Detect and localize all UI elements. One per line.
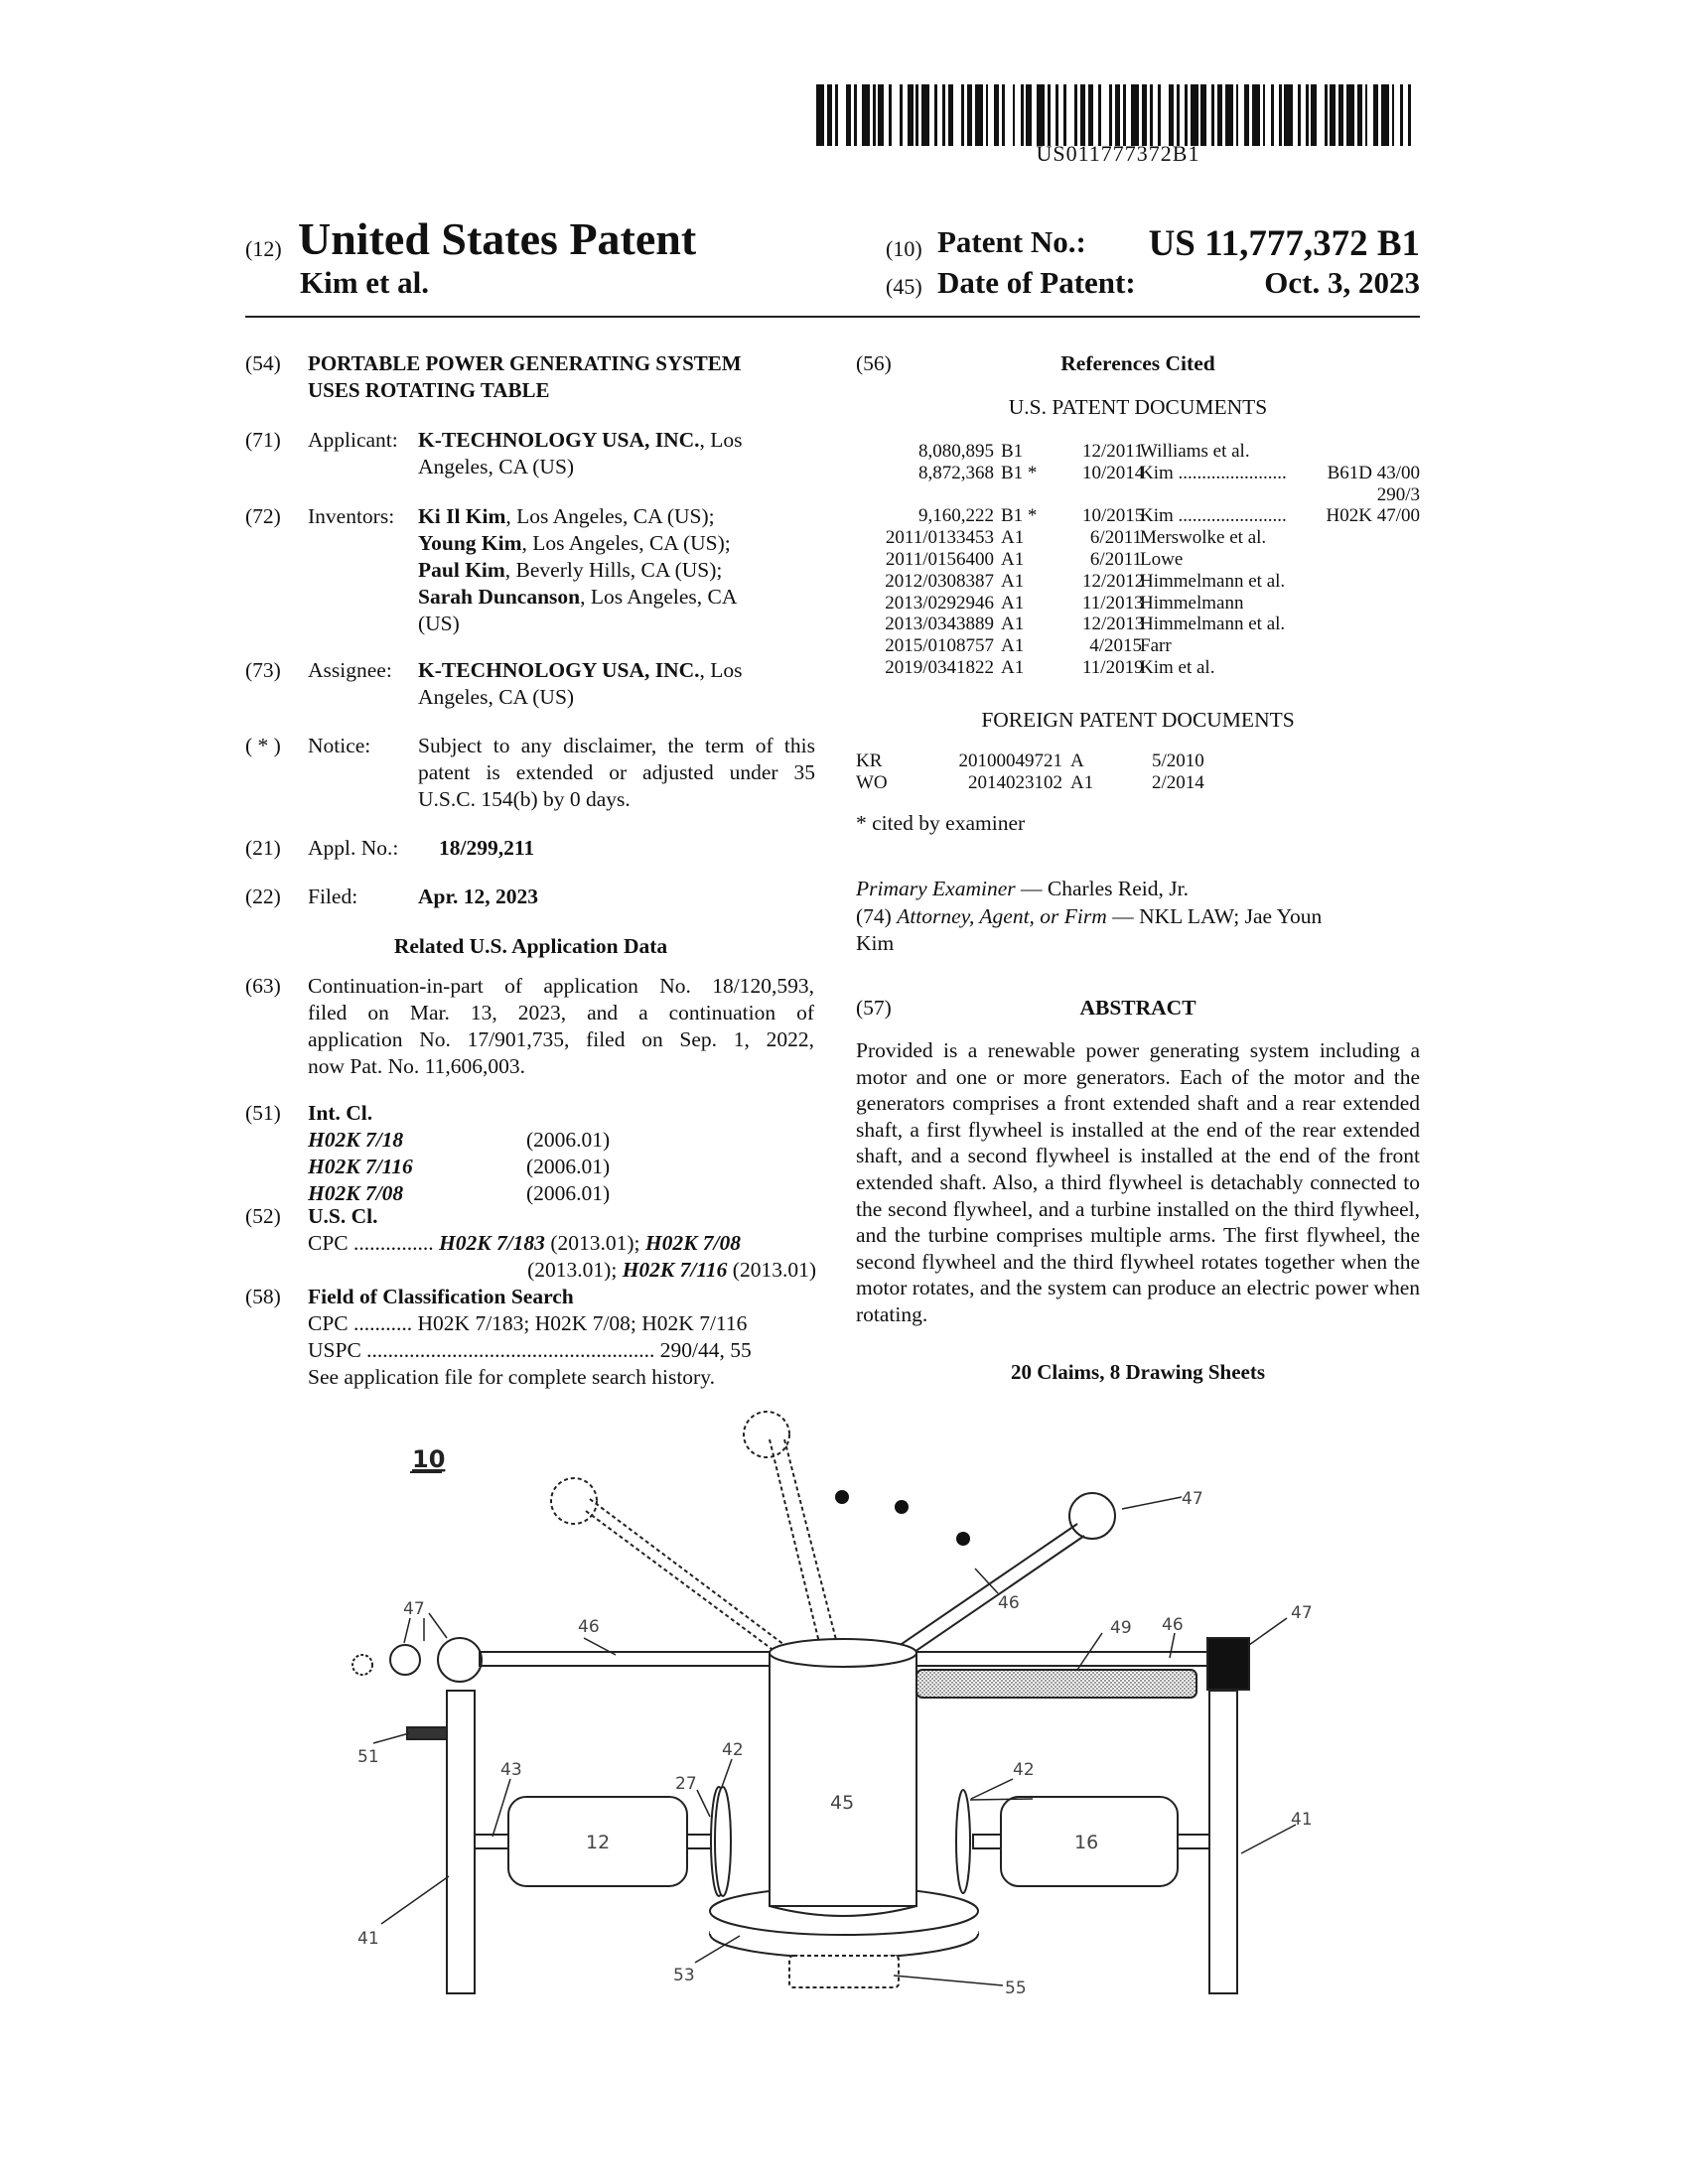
code-58: (58): [245, 1285, 281, 1308]
int-cl-version: (2006.01): [526, 1155, 611, 1178]
cited-note: * cited by examiner: [856, 811, 1026, 835]
inventor-name: Paul Kim: [418, 558, 505, 582]
code-21: (21): [245, 836, 281, 860]
barcode-space: [953, 84, 961, 146]
ref-name: Kim et al.: [1140, 657, 1215, 678]
claims-summary: 20 Claims, 8 Drawing Sheets: [1010, 1360, 1266, 1384]
ref-date: 6/2011: [1089, 527, 1142, 549]
inventor-name: Young Kim: [418, 531, 522, 555]
cylinder-45: [770, 1653, 916, 1906]
shaft: [1177, 1835, 1209, 1848]
arm-weight: [1069, 1493, 1115, 1539]
inventor-name: Sarah Duncanson: [418, 585, 581, 609]
code-57: (57): [856, 996, 892, 1020]
ref-class: B61D 43/00: [1327, 462, 1420, 483]
int-cl-class: H02K 7/08: [308, 1181, 404, 1205]
inventor-location: , Los Angeles, CA: [580, 585, 738, 609]
barcode-bar: [1381, 84, 1389, 146]
examiner-name: — Charles Reid, Jr.: [1015, 877, 1189, 900]
examiner-label: Primary Examiner: [856, 877, 1016, 900]
inventor-location: , Beverly Hills, CA (US);: [504, 558, 723, 582]
ref-date: 10/2014: [1082, 462, 1145, 483]
code-74: (74): [856, 904, 898, 928]
continuation-line: application No. 17/901,735, filed on Sep. 1, 2022,: [308, 1027, 814, 1051]
barcode-bar: [1131, 84, 1139, 146]
numeral-55: 55: [1005, 1979, 1027, 1998]
continuation-text: [308, 973, 814, 1080]
notice-line: U.S.C. 154(b) by 0 days.: [418, 787, 631, 811]
numeral-47: 47: [403, 1599, 425, 1619]
int-cl-list: [308, 1127, 611, 1207]
code-notice: ( * ): [245, 734, 281, 757]
barcode-bar: [1037, 84, 1045, 146]
ref-name: Merswolke et al.: [1140, 527, 1267, 549]
ref-class: 290/3: [1376, 483, 1420, 505]
barcode-space: [1066, 84, 1074, 146]
ref-number: 2013/0292946: [885, 592, 994, 614]
barcode-space: [838, 84, 846, 146]
barcode-space: [892, 84, 900, 146]
shaft: [475, 1835, 509, 1848]
code-72: (72): [245, 504, 281, 528]
ref-kind: A1: [1001, 635, 1025, 657]
barcode-bar: [1191, 84, 1198, 146]
ref-kind: A1: [1001, 592, 1025, 614]
patent-number: US 11,777,372 B1: [1148, 223, 1420, 264]
representative-drawing: [0, 1410, 1688, 2005]
code-12: (12): [245, 236, 282, 261]
rotation-dot: [895, 1500, 909, 1514]
cpc-year: (2013.01): [727, 1258, 816, 1282]
numeral-42: 42: [722, 1740, 744, 1760]
inventors-short: Kim et al.: [300, 265, 429, 300]
barcode: [816, 84, 1420, 146]
applicant-value: [418, 427, 815, 480]
barcode-space: [1101, 84, 1109, 146]
code-51: (51): [245, 1101, 281, 1125]
notice-line: patent is extended or adjusted under 35: [418, 760, 815, 784]
field-search-note: See application file for complete search history.: [308, 1365, 715, 1389]
ref-kind: A1: [1001, 527, 1025, 549]
ref-name: Williams et al.: [1140, 441, 1250, 462]
inventors-label: Inventors:: [308, 504, 395, 528]
abstract-text: Provided is a renewable power generating system including a motor and one or more generators. Each of the motor and the generators comprises a front extended shaft and a rear extended shaft, a first flywheel is installed at the end of the rear extended shaft, and a second flywheel is installed at the end of the front extended shaft. Also, a third flywheel is detachably connected to the second flywheel, and a turbine installed on the third flywheel, and the turbine comprises multiple arms. The first flywheel, the second flywheel and the third flywheel rotates together when the motor rotates, and the system can produce an electric power when rotating.: [856, 1038, 1420, 1326]
foreign-docs-title: FOREIGN PATENT DOCUMENTS: [981, 708, 1295, 732]
field-of-search: [308, 1284, 816, 1391]
ref-date: 12/2012: [1082, 570, 1145, 592]
cpc-year: (2013.01);: [527, 1258, 623, 1282]
ref-name: Kim .......................: [1140, 505, 1287, 527]
barcode-space: [1317, 84, 1325, 146]
patent-date: Oct. 3, 2023: [1264, 265, 1420, 300]
attorney-name: — NKL LAW; Jae Youn: [1106, 904, 1323, 928]
barcode-bar: [862, 84, 870, 146]
inventor-location: , Los Angeles, CA (US);: [505, 504, 715, 528]
barcode-bar: [921, 84, 929, 146]
ref-date: 12/2011: [1082, 441, 1144, 462]
numeral-12: 12: [586, 1832, 611, 1853]
attorney-name-cont: Kim: [856, 931, 895, 955]
shaft: [973, 1835, 1003, 1848]
ref-number: 2019/0341822: [885, 657, 994, 678]
shaft: [685, 1835, 713, 1848]
cpc-class: H02K 7/08: [644, 1231, 742, 1255]
notice-line: Subject to any disclaimer, the term of this: [418, 734, 815, 757]
code-56: (56): [856, 351, 892, 375]
support-left: [447, 1691, 475, 1993]
numeral-16: 16: [1074, 1832, 1099, 1853]
appl-no-value: 18/299,211: [439, 836, 535, 860]
ref-kind: A1: [1001, 657, 1025, 678]
numeral-46: 46: [1162, 1615, 1184, 1635]
continuation-line: Continuation-in-part of application No. 18/120,593,: [308, 974, 814, 998]
numeral-46: 46: [578, 1617, 600, 1637]
code-63: (63): [245, 974, 281, 998]
related-data-title: Related U.S. Application Data: [393, 934, 668, 958]
applicant-location: Angeles, CA (US): [418, 455, 575, 478]
numeral-46: 46: [998, 1593, 1020, 1613]
numeral-41: 41: [357, 1929, 379, 1949]
ref-name: Himmelmann et al.: [1140, 614, 1286, 635]
foreign-country: KR: [856, 751, 883, 771]
references-title: References Cited: [1060, 351, 1215, 375]
numeral-53: 53: [673, 1966, 695, 1985]
barcode-bar: [816, 84, 824, 146]
assignee-value: [418, 657, 815, 711]
ref-date: 11/2013: [1082, 592, 1144, 614]
code-10: (10): [886, 236, 922, 261]
barcode-bar: [1346, 84, 1354, 146]
ref-name: Kim .......................: [1140, 462, 1287, 483]
numeral-45: 45: [830, 1792, 855, 1814]
inventors-value: [418, 503, 815, 637]
continuation-line: now Pat. No. 11,606,003.: [308, 1054, 525, 1078]
ref-number: 2015/0108757: [885, 635, 994, 657]
int-cl-version: (2006.01): [526, 1128, 611, 1152]
attorney: [856, 903, 1420, 957]
ref-date: 4/2015: [1089, 635, 1142, 657]
arm-weight: [390, 1645, 420, 1675]
ref-number: 8,872,368: [918, 462, 994, 483]
int-cl-version: (2006.01): [526, 1181, 611, 1205]
rotation-dot: [956, 1532, 970, 1546]
patent-no-label: Patent No.:: [937, 224, 1086, 259]
continuation-line: filed on Mar. 13, 2023, and a continuation of: [308, 1001, 814, 1024]
int-cl-class: H02K 7/18: [308, 1128, 404, 1152]
cpc-year: (2013.01);: [544, 1231, 645, 1255]
numeral-43: 43: [500, 1760, 522, 1780]
ref-date: 11/2019: [1082, 657, 1144, 678]
code-73: (73): [245, 658, 281, 682]
ref-kind: B1 *: [1001, 462, 1038, 483]
ref-number: 8,080,895: [918, 441, 994, 462]
invention-title: [308, 350, 742, 404]
handle-51: [407, 1727, 447, 1739]
ref-class: H02K 47/00: [1326, 505, 1420, 527]
support-right: [1209, 1691, 1237, 1993]
primary-examiner: [856, 876, 1189, 902]
assignee-location: Angeles, CA (US): [418, 685, 575, 709]
barcode-bar: [1225, 84, 1233, 146]
foreign-date: 5/2010: [1152, 751, 1204, 771]
ref-date: 12/2013: [1082, 614, 1145, 635]
inventor-location: , Los Angeles, CA (US);: [521, 531, 731, 555]
foreign-date: 2/2014: [1152, 771, 1204, 793]
code-52: (52): [245, 1204, 281, 1228]
code-45: (45): [886, 274, 922, 299]
us-docs-title: U.S. PATENT DOCUMENTS: [1008, 395, 1268, 419]
cpc-class: H02K 7/183: [439, 1231, 545, 1255]
flywheel-42-right: [956, 1790, 970, 1893]
notice-label: Notice:: [308, 734, 371, 757]
ref-date: 6/2011: [1089, 549, 1142, 570]
foreign-number: 2014023102: [968, 771, 1062, 793]
ref-name: Farr: [1140, 635, 1172, 657]
us-cl-cpc: [308, 1230, 816, 1284]
ref-name: Himmelmann et al.: [1140, 570, 1286, 592]
ref-date: 10/2015: [1082, 505, 1145, 527]
ref-number: 9,160,222: [918, 505, 994, 527]
header-rule: [245, 316, 1420, 318]
applicant-name: K-TECHNOLOGY USA, INC.: [418, 428, 700, 452]
applicant-city: , Los: [699, 428, 743, 452]
flywheel-27: [715, 1787, 731, 1896]
ref-kind: A1: [1001, 570, 1025, 592]
ref-number: 2013/0343889: [885, 614, 994, 635]
ref-name: Lowe: [1140, 549, 1184, 570]
rotation-dot: [835, 1490, 849, 1504]
ref-number: 2011/0156400: [885, 549, 994, 570]
ref-name: Himmelmann: [1140, 592, 1244, 614]
ref-number: 2011/0133453: [885, 527, 994, 549]
cpc-label: CPC ...............: [308, 1231, 434, 1255]
base-55: [789, 1956, 899, 1987]
code-54: (54): [245, 351, 281, 375]
filed-value: Apr. 12, 2023: [418, 885, 539, 908]
barcode-bar: [1284, 84, 1292, 146]
foreign-number: 20100049721: [958, 751, 1062, 771]
code-22: (22): [245, 885, 281, 908]
abstract-title: ABSTRACT: [1079, 996, 1196, 1020]
foreign-kind: A: [1070, 751, 1084, 771]
publication-number: US011777372B1: [1036, 141, 1200, 166]
inventor-name: Ki Il Kim: [418, 504, 506, 528]
ref-kind: A1: [1001, 549, 1025, 570]
numeral-47: 47: [1182, 1489, 1203, 1509]
ref-number: 2012/0308387: [885, 570, 994, 592]
square-weight: [1207, 1638, 1249, 1690]
int-cl-class: H02K 7/116: [308, 1155, 413, 1178]
code-71: (71): [245, 428, 281, 452]
field-search-cpc: CPC ........... H02K 7/183; H02K 7/08; H02K 7/116: [308, 1311, 748, 1335]
applicant-label: Applicant:: [308, 428, 398, 452]
counterweight-49: [916, 1670, 1196, 1698]
arm-weight: [352, 1655, 372, 1675]
assignee-name: K-TECHNOLOGY USA, INC.: [418, 658, 700, 682]
foreign-kind: A1: [1070, 771, 1094, 793]
title-line-1: PORTABLE POWER GENERATING SYSTEM: [308, 351, 742, 375]
appl-no-label: Appl. No.:: [308, 836, 399, 860]
barcode-space: [1005, 84, 1013, 146]
ref-kind: B1: [1001, 441, 1024, 462]
attorney-label: Attorney, Agent, or Firm: [897, 904, 1107, 928]
assignee-label: Assignee:: [308, 658, 392, 682]
numeral-27: 27: [675, 1774, 697, 1794]
assignee-city: , Los: [699, 658, 743, 682]
cpc-class: H02K 7/116: [622, 1258, 728, 1282]
inventor-location: (US): [418, 612, 460, 635]
ref-kind: A1: [1001, 614, 1025, 635]
foreign-country: WO: [856, 771, 888, 793]
arm-weight: [438, 1638, 482, 1682]
numeral-41: 41: [1291, 1810, 1313, 1830]
cylinder-top: [770, 1639, 916, 1667]
ref-kind: B1 *: [1001, 505, 1038, 527]
barcode-space: [1411, 84, 1419, 146]
numeral-42: 42: [1013, 1760, 1035, 1780]
filed-label: Filed:: [308, 885, 358, 908]
figure-number: 10: [412, 1445, 446, 1473]
title-line-2: USES ROTATING TABLE: [308, 378, 550, 402]
patent-type-title: United States Patent: [298, 213, 697, 264]
barcode-bar: [975, 84, 983, 146]
numeral-47: 47: [1291, 1603, 1313, 1623]
field-search-uspc: USPC ...................................................... 290/44, 55: [308, 1338, 752, 1362]
notice-value: [418, 733, 815, 813]
barcode-bar: [1252, 84, 1260, 146]
us-cl-title: U.S. Cl.: [308, 1204, 378, 1228]
numeral-51: 51: [357, 1747, 379, 1767]
int-cl-title: Int. Cl.: [308, 1101, 373, 1125]
date-label: Date of Patent:: [937, 265, 1136, 300]
numeral-49: 49: [1110, 1618, 1132, 1638]
barcode-space: [1161, 84, 1169, 146]
field-search-title: Field of Classification Search: [308, 1285, 574, 1308]
